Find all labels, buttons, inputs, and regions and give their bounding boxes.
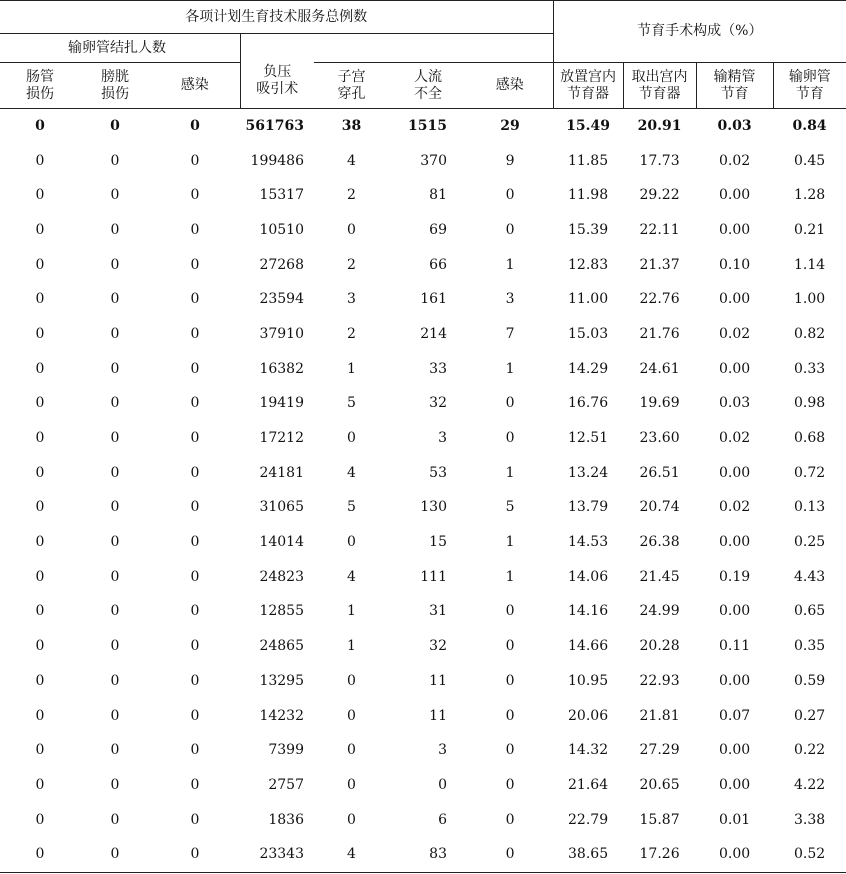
cell-iud-insert: 14.66: [568, 638, 609, 655]
cell-perforation: 3: [347, 291, 356, 308]
cell-vas: 0.03: [717, 117, 752, 134]
cell-iud-remove: 22.93: [639, 672, 680, 689]
cell-infection-2: 29: [500, 117, 520, 134]
cell-vas: 0.00: [718, 360, 751, 377]
cell-vas: 0.00: [718, 672, 751, 689]
cell-intestine: 0: [35, 152, 45, 169]
cell-vacuum: 12855: [259, 603, 304, 620]
table-header: [0, 1, 846, 109]
cell-bladder: 0: [110, 360, 120, 377]
cell-tubal: 3.38: [793, 811, 826, 828]
table-row: [0, 699, 846, 734]
cell-incomplete: 3: [438, 742, 447, 759]
cell-vacuum: 561763: [245, 117, 304, 134]
cell-intestine: 0: [35, 499, 45, 516]
header-blank: [314, 34, 553, 63]
cell-vacuum: 23594: [259, 291, 304, 308]
cell-intestine: 0: [35, 638, 45, 655]
cell-incomplete: 66: [429, 256, 447, 273]
cell-vacuum: 10510: [259, 221, 304, 238]
cell-bladder: 0: [110, 568, 120, 585]
cell-perforation: 5: [347, 499, 356, 516]
cell-iud-insert: 13.24: [568, 464, 609, 481]
cell-infection-2: 1: [505, 464, 515, 481]
header-bladder: 膀胱 损伤: [80, 63, 150, 109]
cell-iud-remove: 15.87: [639, 811, 680, 828]
cell-vacuum: 1836: [268, 811, 304, 828]
cell-infection-1: 0: [190, 325, 200, 342]
header-vacuum: 负压 吸引术: [240, 34, 314, 109]
cell-infection-1: 0: [190, 499, 200, 516]
cell-infection-1: 0: [190, 256, 200, 273]
cell-infection-2: 9: [505, 152, 515, 169]
cell-vas: 0.00: [718, 776, 751, 793]
cell-perforation: 0: [347, 221, 356, 238]
cell-infection-1: 0: [190, 187, 200, 204]
cell-tubal: 1.00: [793, 291, 826, 308]
cell-vacuum: 24823: [259, 568, 304, 585]
cell-infection-1: 0: [190, 638, 200, 655]
cell-iud-remove: 27.29: [639, 742, 680, 759]
cell-intestine: 0: [35, 187, 45, 204]
cell-vas: 0.19: [718, 568, 751, 585]
cell-iud-insert: 38.65: [553, 837, 623, 872]
cell-perforation: 2: [347, 187, 356, 204]
cell-incomplete: 1515: [408, 117, 447, 134]
cell-iud-remove: 20.65: [639, 776, 680, 793]
cell-bladder: 0: [110, 187, 120, 204]
cell-intestine: 0: [35, 534, 45, 551]
header-incomplete: 人流 不全: [389, 63, 467, 109]
table-row: [0, 595, 846, 630]
table-row: [0, 733, 846, 768]
cell-vacuum: 24181: [259, 464, 304, 481]
cell-vacuum: 199486: [250, 152, 304, 169]
cell-tubal: 0.45: [793, 152, 826, 169]
cell-vacuum: 16382: [259, 360, 304, 377]
cell-incomplete: 53: [429, 464, 447, 481]
cell-iud-insert: 11.00: [568, 291, 609, 308]
cell-tubal: 0.72: [793, 464, 826, 481]
cell-incomplete: 3: [438, 430, 447, 447]
table-row: [0, 178, 846, 213]
cell-vas: 0.00: [696, 837, 773, 872]
table-row: [0, 664, 846, 699]
cell-iud-remove: 20.91: [637, 117, 682, 134]
cell-intestine: 0: [35, 811, 45, 828]
cell-iud-remove: 24.99: [639, 603, 680, 620]
cell-iud-remove: 24.61: [639, 360, 680, 377]
cell-intestine: 0: [35, 117, 45, 134]
cell-infection-2: 0: [505, 742, 515, 759]
cell-perforation: 0: [347, 672, 356, 689]
cell-tubal: 0.84: [792, 117, 827, 134]
cell-infection-2: 0: [505, 776, 515, 793]
table-row: [0, 282, 846, 317]
table-row: [0, 387, 846, 422]
cell-iud-insert: 10.95: [568, 672, 609, 689]
cell-vas: 0.10: [718, 256, 751, 273]
cell-infection-2: 0: [505, 811, 515, 828]
cell-infection-1: 0: [190, 742, 200, 759]
cell-iud-insert: 11.98: [568, 187, 609, 204]
cell-iud-insert: 15.03: [568, 325, 609, 342]
cell-vacuum: 15317: [259, 187, 304, 204]
table-row: [0, 560, 846, 595]
cell-infection-2: 0: [467, 837, 553, 872]
cell-iud-remove: 22.11: [639, 221, 680, 238]
table-body: [0, 109, 846, 873]
cell-intestine: 0: [35, 360, 45, 377]
header-structure-group: 节育手术构成（%）: [553, 1, 846, 63]
cell-intestine: 0: [35, 568, 45, 585]
cell-intestine: 0: [35, 672, 45, 689]
cell-perforation: 0: [347, 534, 356, 551]
cell-tubal: 0.33: [793, 360, 826, 377]
cell-bladder: 0: [110, 464, 120, 481]
cell-bladder: 0: [110, 811, 120, 828]
cell-infection-2: 3: [505, 291, 515, 308]
cell-vas: 0.02: [718, 325, 751, 342]
cell-infection-2: 0: [505, 221, 515, 238]
cell-intestine: 0: [35, 291, 45, 308]
cell-incomplete: 32: [429, 638, 447, 655]
cell-infection-2: 0: [505, 672, 515, 689]
cell-incomplete: 11: [429, 707, 447, 724]
cell-vas: 0.00: [718, 221, 751, 238]
cell-bladder: 0: [110, 221, 120, 238]
cell-perforation: 4: [347, 464, 356, 481]
cell-perforation: 5: [347, 395, 356, 412]
cell-infection-1: 0: [150, 837, 240, 872]
header-infection-2: 感染: [467, 63, 553, 109]
header-intestine: 肠管 损伤: [0, 63, 80, 109]
cell-infection-1: 0: [190, 776, 200, 793]
cell-infection-2: 1: [505, 360, 515, 377]
cell-bladder: 0: [110, 672, 120, 689]
cell-iud-insert: 14.53: [568, 534, 609, 551]
cell-intestine: 0: [35, 221, 45, 238]
table-row: [0, 525, 846, 560]
cell-bladder: 0: [80, 837, 150, 872]
header-infection-1: 感染: [150, 63, 240, 109]
cell-bladder: 0: [110, 776, 120, 793]
cell-vacuum: 14014: [259, 534, 304, 551]
cell-vas: 0.01: [718, 811, 751, 828]
cell-incomplete: 161: [420, 291, 447, 308]
table-row: [0, 317, 846, 352]
cell-tubal: 0.21: [793, 221, 826, 238]
cell-infection-1: 0: [190, 707, 200, 724]
cell-perforation: 4: [347, 568, 356, 585]
table-row: [0, 768, 846, 803]
cell-infection-1: 0: [190, 464, 200, 481]
cell-incomplete: 0: [438, 776, 447, 793]
cell-bladder: 0: [110, 325, 120, 342]
cell-vacuum: 13295: [259, 672, 304, 689]
cell-infection-1: 0: [190, 395, 200, 412]
cell-intestine: 0: [35, 776, 45, 793]
header-perforation: 子宫 穿孔: [314, 63, 389, 109]
cell-perforation: 0: [347, 742, 356, 759]
cell-incomplete: 81: [429, 187, 447, 204]
cell-vacuum: 23343: [240, 837, 314, 872]
cell-tubal: 0.25: [793, 534, 826, 551]
cell-infection-1: 0: [190, 672, 200, 689]
cell-vacuum: 27268: [259, 256, 304, 273]
cell-intestine: 0: [35, 395, 45, 412]
cell-perforation: 0: [347, 707, 356, 724]
cell-perforation: 38: [341, 117, 362, 134]
cell-vas: 0.02: [718, 430, 751, 447]
cell-bladder: 0: [110, 117, 120, 134]
cell-tubal: 0.35: [793, 638, 826, 655]
cell-bladder: 0: [110, 742, 120, 759]
cell-iud-insert: 13.79: [568, 499, 609, 516]
cell-bladder: 0: [110, 638, 120, 655]
cell-iud-insert: 15.49: [566, 117, 610, 134]
cell-tubal: 1.14: [793, 256, 826, 273]
cell-infection-2: 0: [505, 430, 515, 447]
cell-infection-1: 0: [190, 291, 200, 308]
table-row: [0, 629, 846, 664]
cell-bladder: 0: [110, 499, 120, 516]
cell-incomplete: 111: [420, 568, 447, 585]
cell-iud-remove: 21.37: [639, 256, 680, 273]
table-row: [0, 803, 846, 838]
cell-perforation: 1: [347, 638, 356, 655]
cell-tubal: 0.98: [793, 395, 826, 412]
cell-bladder: 0: [110, 707, 120, 724]
cell-incomplete: 83: [389, 837, 467, 872]
table-row: [0, 421, 846, 456]
cell-iud-remove: 20.74: [639, 499, 680, 516]
cell-vacuum: 31065: [259, 499, 304, 516]
table-row: [0, 456, 846, 491]
cell-infection-2: 0: [505, 395, 515, 412]
cell-vacuum: 17212: [259, 430, 304, 447]
cell-iud-remove: 20.28: [639, 638, 680, 655]
cell-iud-insert: 14.29: [568, 360, 609, 377]
cell-vas: 0.02: [718, 499, 751, 516]
header-iud-remove: 取出宫内 节育器: [623, 63, 696, 109]
cell-iud-remove: 19.69: [639, 395, 680, 412]
cell-iud-insert: 20.06: [568, 707, 609, 724]
table-row: [0, 109, 846, 144]
cell-iud-remove: 17.26: [623, 837, 696, 872]
cell-perforation: 4: [314, 837, 389, 872]
cell-infection-1: 0: [190, 117, 200, 134]
cell-infection-1: 0: [190, 430, 200, 447]
cell-intestine: 0: [35, 430, 45, 447]
cell-iud-remove: 26.51: [639, 464, 680, 481]
cell-incomplete: 69: [429, 221, 447, 238]
cell-intestine: 0: [35, 256, 45, 273]
cell-perforation: 0: [347, 811, 356, 828]
cell-vas: 0.02: [718, 152, 751, 169]
cell-iud-insert: 12.83: [568, 256, 609, 273]
cell-vacuum: 2757: [268, 776, 304, 793]
cell-perforation: 0: [347, 776, 356, 793]
cell-infection-2: 0: [505, 707, 515, 724]
header-tubal: 输卵管 节育: [773, 63, 846, 109]
cell-perforation: 2: [347, 256, 356, 273]
cell-infection-1: 0: [190, 534, 200, 551]
cell-iud-insert: 21.64: [568, 776, 609, 793]
header-tubal-subgroup: 输卵管结扎人数: [0, 34, 240, 63]
cell-iud-insert: 15.39: [568, 221, 609, 238]
cell-perforation: 1: [347, 603, 356, 620]
cell-tubal: 1.28: [793, 187, 826, 204]
cell-intestine: 0: [35, 742, 45, 759]
cell-incomplete: 11: [429, 672, 447, 689]
cell-incomplete: 33: [429, 360, 447, 377]
cell-infection-1: 0: [190, 568, 200, 585]
cell-infection-2: 0: [505, 603, 515, 620]
cell-incomplete: 130: [420, 499, 447, 516]
cell-vas: 0.00: [718, 464, 751, 481]
cell-intestine: 0: [35, 464, 45, 481]
cell-iud-remove: 29.22: [639, 187, 680, 204]
cell-perforation: 4: [347, 152, 356, 169]
cell-perforation: 2: [347, 325, 356, 342]
cell-tubal: 0.59: [793, 672, 826, 689]
cell-intestine: 0: [35, 603, 45, 620]
cell-vacuum: 24865: [259, 638, 304, 655]
cell-incomplete: 370: [420, 152, 447, 169]
cell-tubal: 0.27: [793, 707, 826, 724]
cell-infection-1: 0: [190, 221, 200, 238]
cell-iud-insert: 22.79: [568, 811, 609, 828]
cell-iud-remove: 21.76: [639, 325, 680, 342]
cell-infection-2: 1: [505, 256, 515, 273]
cell-bladder: 0: [110, 152, 120, 169]
cell-incomplete: 6: [438, 811, 447, 828]
cell-bladder: 0: [110, 534, 120, 551]
cell-infection-1: 0: [190, 360, 200, 377]
cell-infection-1: 0: [190, 811, 200, 828]
header-iud-insert: 放置宫内 节育器: [553, 63, 623, 109]
cell-infection-2: 0: [505, 638, 515, 655]
table-row: [0, 837, 846, 872]
cell-iud-remove: 22.76: [639, 291, 680, 308]
cell-perforation: 1: [347, 360, 356, 377]
cell-vas: 0.03: [718, 395, 751, 412]
cell-incomplete: 32: [429, 395, 447, 412]
cell-infection-2: 1: [505, 534, 515, 551]
cell-iud-insert: 14.06: [568, 568, 609, 585]
header-services-group: 各项计划生育技术服务总例数: [0, 1, 553, 34]
cell-tubal: 0.13: [793, 499, 826, 516]
cell-infection-1: 0: [190, 603, 200, 620]
cell-vas: 0.00: [718, 534, 751, 551]
table-row: [0, 352, 846, 387]
cell-iud-remove: 21.45: [639, 568, 680, 585]
cell-tubal: 0.22: [793, 742, 826, 759]
cell-bladder: 0: [110, 395, 120, 412]
cell-bladder: 0: [110, 603, 120, 620]
table-row: [0, 491, 846, 526]
cell-vas: 0.11: [718, 638, 751, 655]
cell-bladder: 0: [110, 291, 120, 308]
table-row: [0, 213, 846, 248]
cell-iud-insert: 14.16: [568, 603, 609, 620]
cell-infection-2: 0: [505, 187, 515, 204]
table-row: [0, 144, 846, 179]
cell-tubal: 0.68: [793, 430, 826, 447]
cell-vas: 0.00: [718, 742, 751, 759]
cell-iud-remove: 26.38: [639, 534, 680, 551]
cell-vacuum: 14232: [259, 707, 304, 724]
cell-vas: 0.00: [718, 187, 751, 204]
cell-vas: 0.07: [718, 707, 751, 724]
cell-bladder: 0: [110, 430, 120, 447]
cell-tubal: 0.65: [793, 603, 826, 620]
cell-vacuum: 7399: [268, 742, 304, 759]
cell-tubal: 0.82: [793, 325, 826, 342]
header-vas: 输精管 节育: [696, 63, 773, 109]
cell-tubal: 0.52: [773, 837, 846, 872]
cell-vacuum: 37910: [259, 325, 304, 342]
cell-incomplete: 214: [420, 325, 447, 342]
cell-vas: 0.00: [718, 291, 751, 308]
cell-iud-insert: 14.32: [568, 742, 609, 759]
cell-incomplete: 15: [429, 534, 447, 551]
cell-intestine: 0: [35, 325, 45, 342]
cell-intestine: 0: [35, 707, 45, 724]
table-row: [0, 248, 846, 283]
cell-iud-remove: 17.73: [639, 152, 680, 169]
cell-intestine: 0: [0, 837, 80, 872]
cell-vas: 0.00: [718, 603, 751, 620]
cell-vacuum: 19419: [259, 395, 304, 412]
cell-iud-insert: 11.85: [568, 152, 609, 169]
cell-bladder: 0: [110, 256, 120, 273]
cell-iud-insert: 16.76: [568, 395, 609, 412]
cell-iud-remove: 23.60: [639, 430, 680, 447]
cell-iud-remove: 21.81: [639, 707, 680, 724]
cell-infection-2: 5: [505, 499, 515, 516]
cell-infection-2: 1: [505, 568, 515, 585]
cell-incomplete: 31: [429, 603, 447, 620]
cell-perforation: 0: [347, 430, 356, 447]
cell-iud-insert: 12.51: [568, 430, 609, 447]
cell-tubal: 4.22: [793, 776, 826, 793]
cell-tubal: 4.43: [793, 568, 826, 585]
cell-infection-2: 7: [505, 325, 515, 342]
cell-infection-1: 0: [190, 152, 200, 169]
